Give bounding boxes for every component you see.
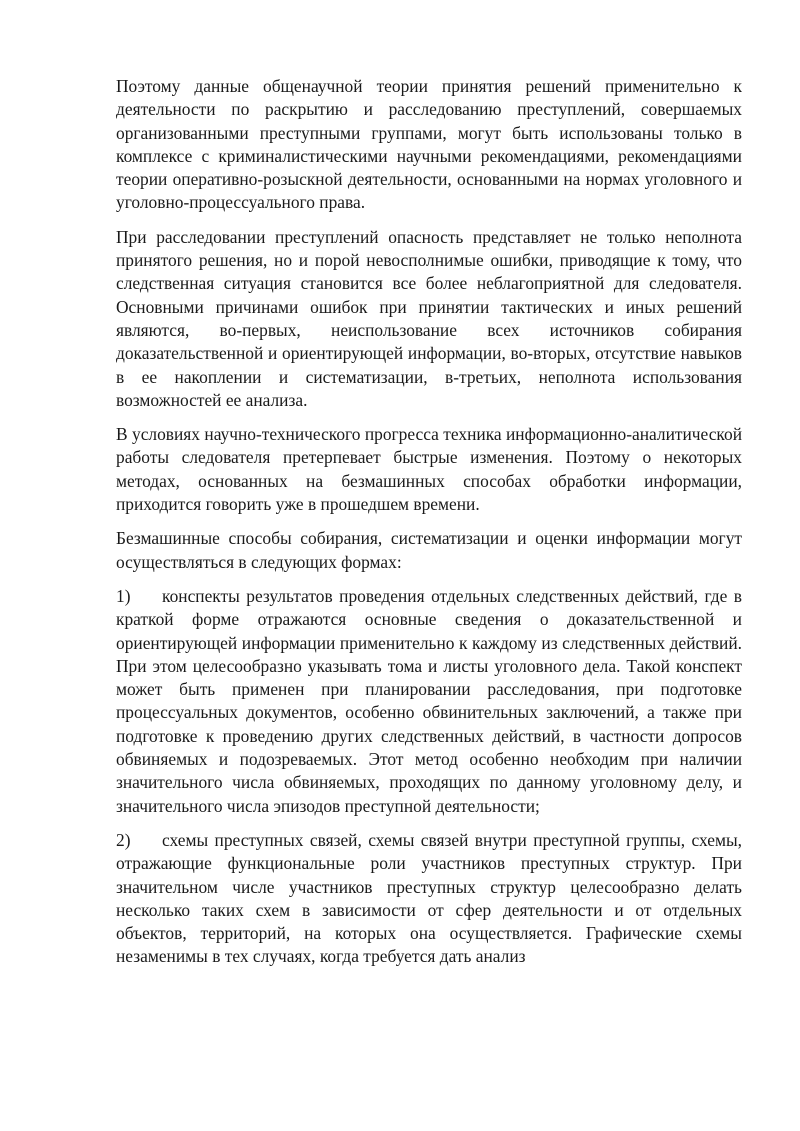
paragraph-2: При расследовании преступлений опасность представляет не только неполнота принятого решения, но и порой невосполнимые ошибки, приводящие к тому, что следственная ситуация становится все более неблагоприятной для следователя. Основными причинами ошибок при принятии тактических и иных решений являются, во-первых, неиспользование всех источников собирания доказательственной и ориентирующей информации, во-вторых, отсутствие навыков в ее накоплении и систематизации, в-третьих, неполнота использования возможностей ее анализа. [116, 226, 742, 410]
list-item-text: схемы преступных связей, схемы связей внутри преступной группы, схемы, отражающие функциональные роли участников преступных структур. При значительном числе участников преступных структур целесообразно делать несколько таких схем в зависимости от сфер деятельности и от отдельных объектов, территорий, на которых она осуществляется. Графические схемы незаменимы в тех случаях, когда требуется дать анализ [116, 829, 742, 967]
document-page [116, 75, 742, 980]
list-item-2 [116, 829, 742, 969]
list-number: 2) [116, 829, 131, 850]
list-number: 1) [116, 585, 131, 606]
paragraph-4: Безмашинные способы собирания, систематизации и оценки информации могут осуществляться в следующих формах: [116, 528, 742, 572]
paragraph-3: В условиях научно-технического прогресса техника информационно-аналитической работы следователя претерпевает быстрые изменения. Поэтому о некоторых методах, основанных на безмашинных способах обработки информации, приходится говорить уже в прошедшем времени. [116, 424, 742, 515]
list-item-1 [116, 585, 742, 818]
paragraph-1: Поэтому данные общенаучной теории принятия решений применительно к деятельности по раскрытию и расследованию преступлений, совершаемых организованными преступными группами, могут быть использованы только в комплексе с криминалистическими научными рекомендациями, рекомендациями теории оперативно-розыскной деятельности, основанными на нормах уголовного и уголовно-процессуального права. [116, 76, 742, 213]
list-item-text: конспекты результатов проведения отдельных следственных действий, где в краткой форме отражаются основные сведения о доказательственной и ориентирующей информации применительно к каждому из следственных действий. При этом целесообразно указывать тома и листы уголовного дела. Такой конспект может быть применен при планировании расследования, при подготовке процессуальных документов, особенно обвинительных заключений, а также при подготовке к проведению других следственных действий, в частности допросов обвиняемых и подозреваемых. Этот метод особенно необходим при наличии значительного числа обвиняемых, проходящих по данному уголовному делу, и значительного числа эпизодов преступной деятельности; [116, 585, 742, 816]
